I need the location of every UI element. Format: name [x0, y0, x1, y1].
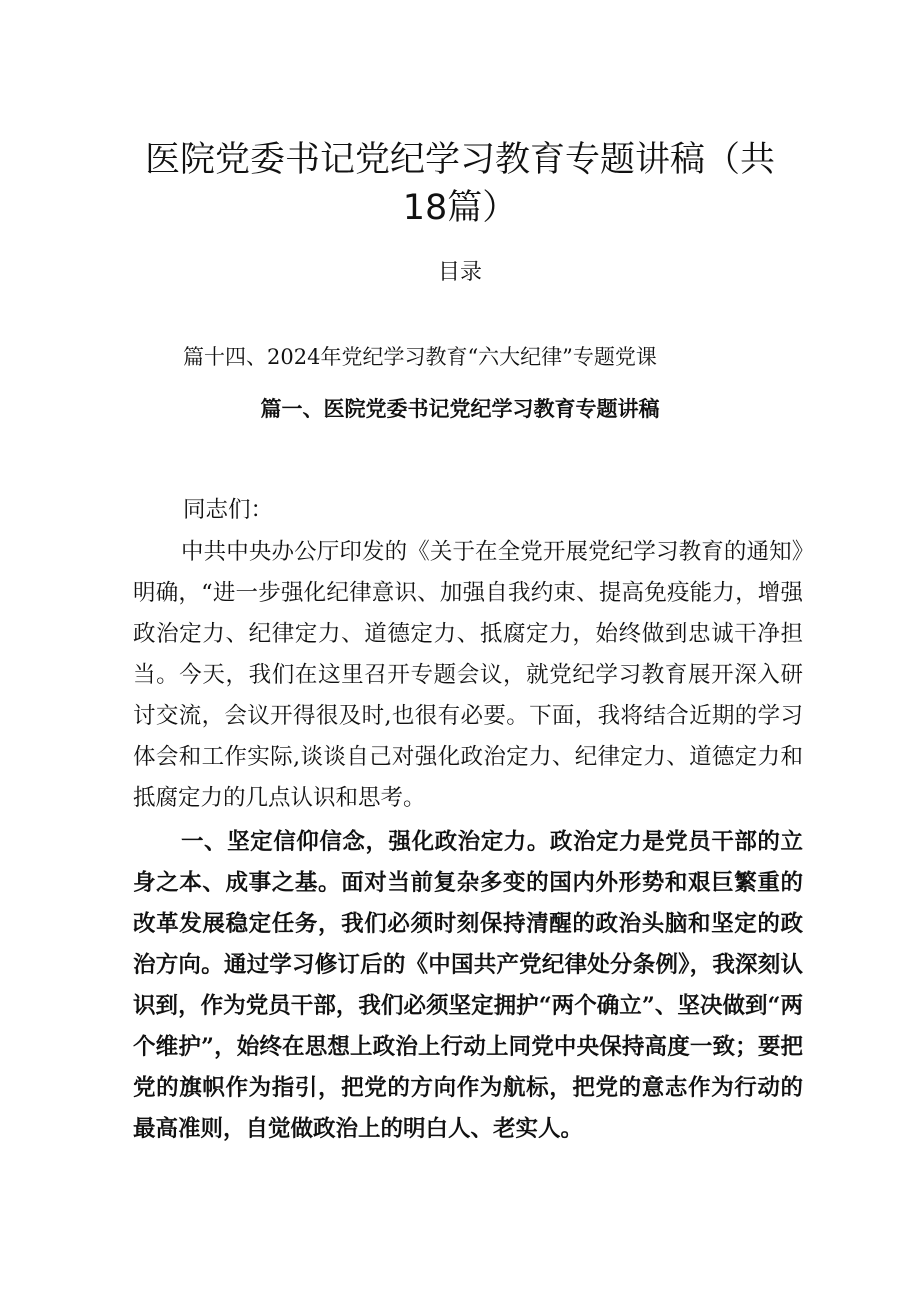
document-title: 医院党委书记党纪学习教育专题讲稿（共18篇）	[144, 140, 775, 228]
greeting: 同志们：	[183, 497, 274, 523]
body-paragraph: 中共中央办公厅印发的《关于在全党开展党纪学习教育的通知》明确，“进一步强化纪律意识、加强自我约束、提高免疫能力，增强政治定力、纪律定力、道德定力、抵腐定力，始终做到忠诚干净担当。今天，我们在这里召开专题会议，就党纪学习教育展开深入研讨交流，会议开得很及时,也很有必要。下面，我将结合近期的学习体会和工作实际,谈谈自己对强化政治定力、纪律定力、道德定力和抵腐定力的几点认识和思考。	[133, 539, 803, 811]
toc-entry: 篇十四、2024年党纪学习教育“六大纪律”专题党课	[183, 345, 657, 369]
toc-label: 目录	[437, 260, 482, 285]
section-heading: 篇一、医院党委书记党纪学习教育专题讲稿	[260, 396, 660, 421]
body-paragraph-bold: 一、坚定信仰信念，强化政治定力。政治定力是党员干部的立身之本、成事之基。面对当前复杂多变的国内外形势和艰巨繁重的改革发展稳定任务，我们必须时刻保持清醒的政治头脑和坚定的政治方向。通过学习修订后的《中国共产党纪律处分条例》，我深刻认识到，作为党员干部，我们必须坚定拥护“两个确立”、坚决做到“两个维护”，始终在思想上政治上行动上同党中央保持高度一致；要把党的旗帜作为指引，把党的方向作为航标，把党的意志作为行动的最高准则，自觉做政治上的明白人、老实人。	[133, 829, 803, 1142]
